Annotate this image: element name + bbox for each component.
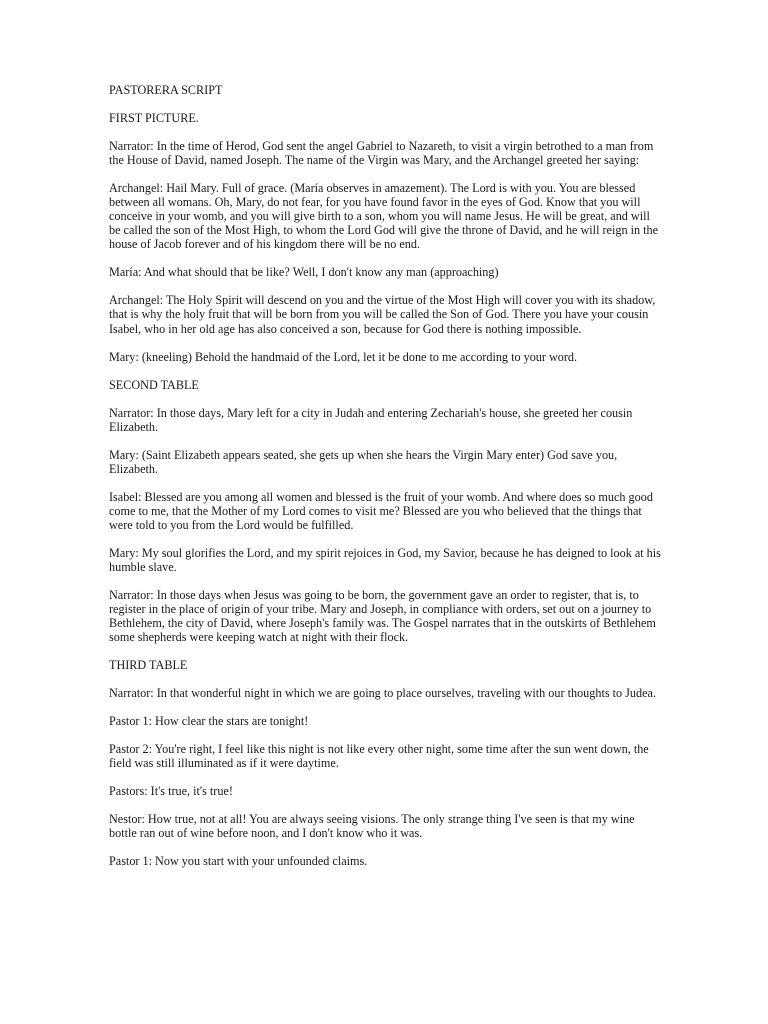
- script-paragraph: María: And what should that be like? Well, I don't know any man (approaching): [109, 265, 499, 280]
- script-paragraph: Archangel: The Holy Spirit will descend on you and the virtue of the Most High will cover you with its shadow, that is why the holy fruit that will be born from you will be called the Son of God. There you have your cousin Isabel, who in her old age has also conceived a son, because for God there is nothing impossible.: [109, 293, 656, 336]
- document-title: PASTORERA SCRIPT: [109, 83, 223, 97]
- script-paragraph: Isabel: Blessed are you among all women and blessed is the fruit of your womb. And where does so much good come to me, that the Mother of my Lord comes to visit me? Blessed are you who believed that the things that were told to you from the Lord would be fulfilled.: [109, 489, 653, 532]
- document-page: [109, 83, 661, 882]
- scene-heading: FIRST PICTURE.: [109, 110, 199, 125]
- script-paragraph: Narrator: In those days, Mary left for a city in Judah and entering Zechariah's house, she greeted her cousin Elizabeth.: [109, 405, 633, 434]
- script-paragraph: Narrator: In those days when Jesus was going to be born, the government gave an order to register, that is, to register in the place of origin of your tribe. Mary and Joseph, in compliance with orders, set out on a journey to Bethlehem, the city of David, where Joseph's family was. The Gospel narrates that in the outskirts of Bethlehem some shepherds were keeping watch at night with their flock.: [109, 587, 656, 645]
- script-paragraph: Pastor 1: Now you start with your unfounded claims.: [109, 854, 368, 869]
- script-paragraph: Narrator: In that wonderful night in which we are going to place ourselves, traveling with our thoughts to Judea.: [109, 686, 656, 701]
- script-paragraph: Pastor 1: How clear the stars are tonight!: [109, 714, 309, 729]
- script-paragraph: Nestor: How true, not at all! You are always seeing visions. The only strange thing I've seen is that my wine bottle ran out of wine before noon, and I don't know who it was.: [109, 812, 635, 841]
- script-paragraph: Archangel: Hail Mary. Full of grace. (María observes in amazement). The Lord is with you. You are blessed between all womans. Oh, Mary, do not fear, for you have found favor in the eyes of God. Know that you will conceive in your womb, and you will give birth to a son, whom you will name Jesus. He will be great, and will be called the son of the Most High, to whom the Lord God will give the throne of David, and he will reign in the house of Jacob forever and of his kingdom there will be no end.: [109, 181, 659, 252]
- script-paragraph: Pastors: It's true, it's true!: [109, 784, 233, 799]
- script-paragraph: Mary: (kneeling) Behold the handmaid of the Lord, let it be done to me according to your word.: [109, 349, 578, 364]
- script-paragraph: Mary: My soul glorifies the Lord, and my spirit rejoices in God, my Savior, because he has deigned to look at his humble slave.: [109, 545, 661, 574]
- scene-heading: THIRD TABLE: [109, 658, 188, 673]
- script-paragraph: Pastor 2: You're right, I feel like this night is not like every other night, some time after the sun went down, the field was still illuminated as if it were daytime.: [109, 742, 649, 771]
- script-paragraph: Narrator: In the time of Herod, God sent the angel Gabriel to Nazareth, to visit a virgin betrothed to a man from the House of David, named Joseph. The name of the Virgin was Mary, and the Archangel greeted her saying:: [109, 138, 654, 168]
- script-paragraph: Mary: (Saint Elizabeth appears seated, she gets up when she hears the Virgin Mary enter) God save you, Elizabeth.: [109, 447, 618, 476]
- scene-heading: SECOND TABLE: [109, 377, 199, 392]
